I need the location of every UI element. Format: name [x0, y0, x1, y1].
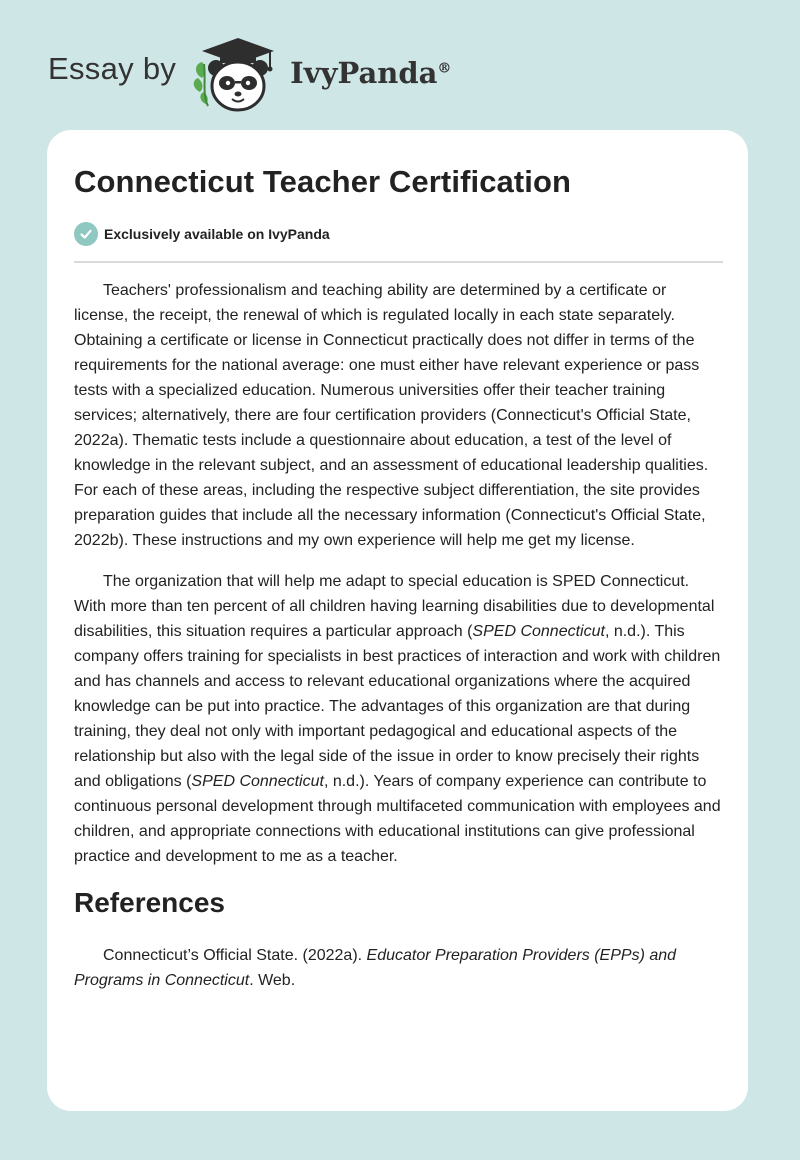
check-icon	[74, 222, 98, 246]
references-heading: References	[74, 887, 225, 918]
brand-name[interactable]: IvyPanda®	[290, 56, 452, 90]
essay-card	[47, 130, 748, 1111]
italic-text: SPED Connecticut	[191, 773, 324, 790]
text-run: Connecticut’s Official State. (2022a).	[103, 947, 367, 964]
text-run: Teachers' professionalism and teaching ability are determined by a certificate or license, the receipt, the renewal of which is regulated locally in each state separately. Obtaining a certificate or license in Connecticut practically does not differ in terms of the requirements for the national average: one must either have relevant experience or pass tests with a specialized education. Numerous universities offer their teacher training services; alternatively, there are four certification providers (Connecticut's Official State, 2022a). Thematic tests include a questionnaire about education, a test of the level of knowledge in the relevant subject, and an assessment of educational leadership qualities. For each of these areas, including the respective subject differentiation, the site provides preparation guides that include all the necessary information (Connecticut's Official State, 2022b). These instructions and my own experience will help me get my license.	[74, 282, 709, 549]
text-run: The organization that will help me adapt to special education is SPED Connecticut. With more than ten percent of all children having learning disabilities due to developmental disabilities, this situation requires a particular approach (	[74, 573, 715, 640]
page-title: Connecticut Teacher Certification	[74, 164, 572, 199]
paragraph	[74, 278, 724, 553]
paragraph	[74, 569, 724, 869]
registered-mark: ®	[437, 60, 452, 77]
exclusive-badge	[74, 222, 330, 246]
brand-prefix: Essay by	[48, 51, 177, 86]
text-run: , n.d.). Years of company experience can contribute to continuous personal development through multifaceted communication with employees and children, and appropriate connections with educational institutions can give professional practice and development to me as a teacher.	[74, 773, 721, 865]
text-run: , n.d.). This company offers training for specialists in best practices of interaction and work with children and has channels and access to relevant educational organizations where the acquired knowledge can be put into practice. The advantages of this organization are that during training, they deal not only with important pedagogical and educational aspects of the relationship but also with the legal side of the issue in order to know precisely their rights and obligations (	[74, 623, 721, 790]
ivypanda-logo-icon[interactable]	[192, 34, 284, 114]
exclusive-text: Exclusively available on IvyPanda	[104, 226, 330, 242]
divider	[74, 261, 723, 263]
reference-item	[74, 943, 724, 993]
essay-body	[74, 278, 724, 1009]
italic-text: SPED Connecticut	[472, 623, 605, 640]
text-run: . Web.	[249, 972, 296, 989]
italic-text: Educator Preparation Providers (EPPs) and Programs in Connecticut	[74, 947, 677, 989]
site-header	[48, 34, 451, 114]
